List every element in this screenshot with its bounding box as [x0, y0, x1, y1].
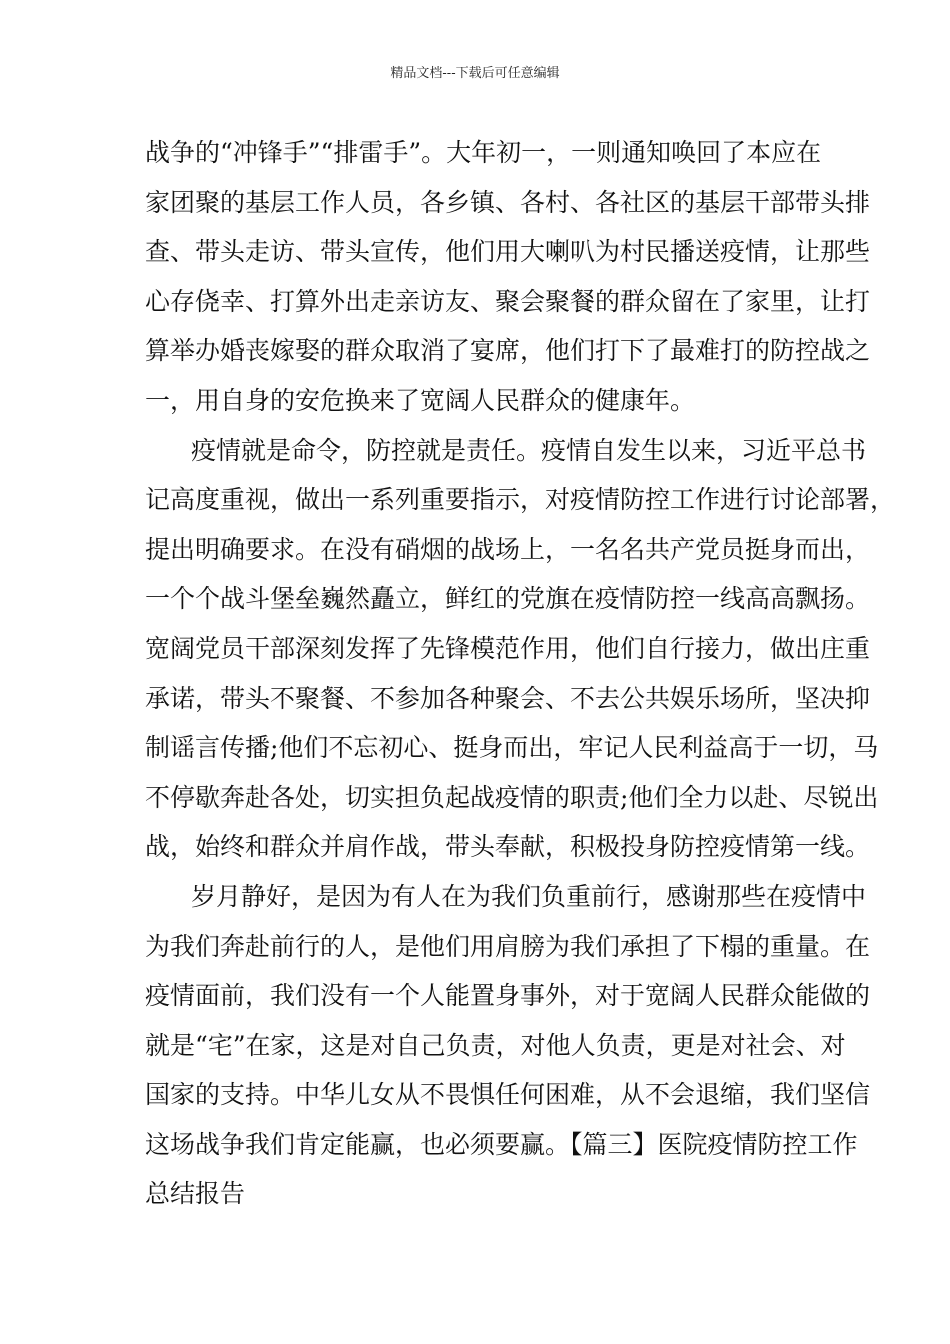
- paragraph-2: [145, 426, 896, 872]
- text-line: 算举办婚丧嫁娶的群众取消了宴席，他们打下了最难打的防控战之: [145, 336, 871, 366]
- page-header: 精品文档---下载后可任意编辑: [390, 66, 560, 81]
- text-line: 疫情面前，我们没有一个人能置身事外，对于宽阔人民群众能做的: [145, 981, 871, 1011]
- text-line: 岁月静好，是因为有人在为我们负重前行，感谢那些在疫情中: [191, 881, 867, 911]
- text-line: 家团聚的基层工作人员，各乡镇、各村、各社区的基层干部带头排: [145, 187, 871, 217]
- text-line: 就是“宅”在家，这是对自己负责，对他人负责，更是对社会、对: [145, 1030, 846, 1060]
- text-line: 心存侥幸、打算外出走亲访友、聚会聚餐的群众留在了家里，让打: [145, 286, 871, 316]
- paragraph-1: [145, 128, 871, 426]
- text-line: 不停歇奔赴各处，切实担负起战疫情的职责;他们全力以赴、尽锐出: [145, 782, 879, 812]
- text-line: 承诺，带头不聚餐、不参加各种聚会、不去公共娱乐场所，坚决抑: [145, 683, 871, 713]
- document-body: [145, 128, 896, 1219]
- text-line: 这场战争我们肯定能赢，也必须要赢。【篇三】医院疫情防控工作: [145, 1129, 858, 1159]
- text-line: 战，始终和群众并肩作战，带头奉献，积极投身防控疫情第一线。: [145, 832, 871, 862]
- text-line: 一，用自身的安危换来了宽阔人民群众的健康年。: [145, 385, 696, 415]
- text-line: 国家的支持。中华儿女从不畏惧任何困难，从不会退缩，我们坚信: [145, 1080, 871, 1110]
- text-line: 为我们奔赴前行的人，是他们用肩膀为我们承担了下榻的重量。在: [145, 931, 871, 961]
- text-line: 查、带头走访、带头宣传，他们用大喇叭为村民播送疫情，让那些: [145, 237, 871, 267]
- text-line: 提出明确要求。在没有硝烟的战场上，一名名共产党员挺身而出，: [145, 534, 871, 564]
- text-line: 记高度重视，做出一系列重要指示，对疫情防控工作进行讨论部署，: [145, 485, 896, 515]
- text-line: 战争的“冲锋手”“排雷手”。大年初一，一则通知唤回了本应在: [145, 138, 822, 167]
- text-line: 疫情就是命令，防控就是责任。疫情自发生以来，习近平总书: [191, 435, 867, 465]
- text-line: 宽阔党员干部深刻发挥了先锋模范作用，他们自行接力，做出庄重: [145, 633, 871, 663]
- paragraph-3: [145, 872, 871, 1219]
- text-line: 一个个战斗堡垒巍然矗立，鲜红的党旗在疫情防控一线高高飘扬。: [145, 584, 871, 614]
- text-line: 制谣言传播;他们不忘初心、挺身而出，牢记人民利益高于一切，马: [145, 733, 879, 763]
- text-line: 总结报告: [145, 1179, 246, 1209]
